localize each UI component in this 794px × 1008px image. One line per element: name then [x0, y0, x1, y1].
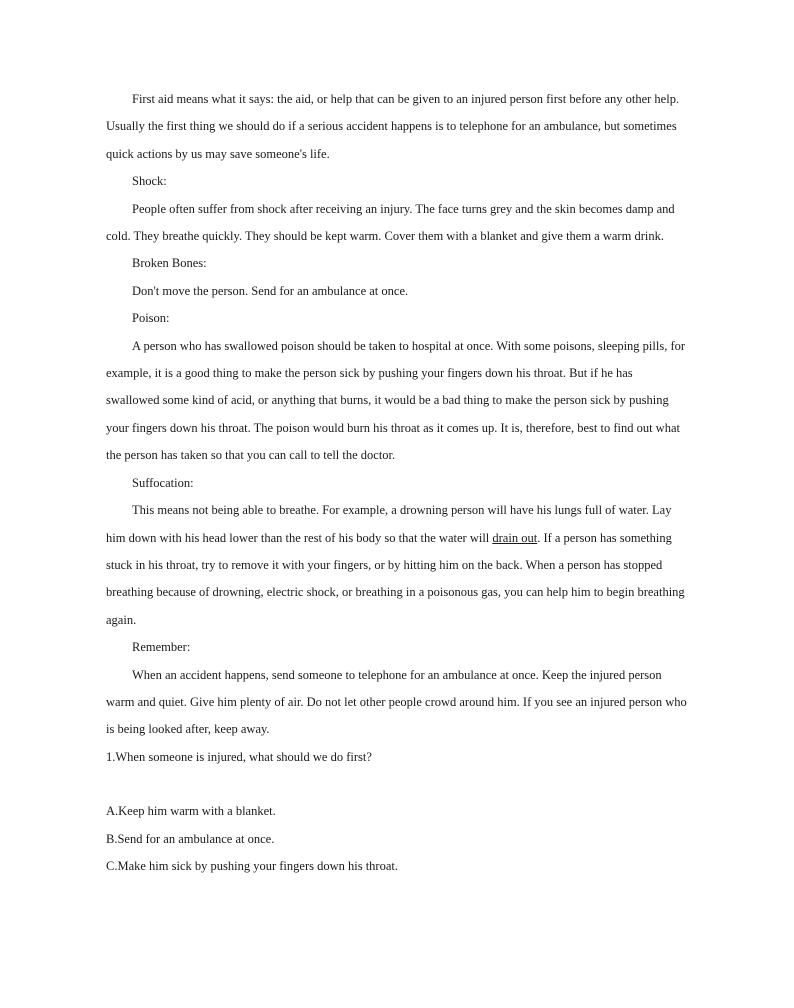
shock-paragraph: People often suffer from shock after receiving an injury. The face turns grey and the skin becomes damp and cold. They breathe quickly. They should be kept warm. Cover them with a blanket and give them a warm drink. [106, 201, 675, 244]
question-1-option-b: B.Send for an ambulance at once. [106, 831, 275, 846]
remember-heading: Remember: [132, 640, 191, 655]
suffocation-paragraph [106, 497, 688, 634]
poison-paragraph: A person who has swallowed poison should be taken to hospital at once. With some poisons, sleeping pills, for example, it is a good thing to make the person sick by pushing your fingers down his throat. But if he has swallowed some kind of acid, or anything that burns, it would be a bad thing to make the person sick by pushing your fingers down his throat. The poison would burn his throat as it comes up. It is, therefore, best to find out what the person has taken so that you can call to tell the doctor. [106, 338, 686, 463]
poison-heading: Poison: [132, 311, 170, 326]
suffocation-text-before: This means not being able to breathe. For example, a drowning person will have his lungs full of water. Lay him down with his head lower than the rest of his body so that the water will [106, 503, 672, 545]
remember-paragraph: When an accident happens, send someone to telephone for an ambulance at once. Keep the injured person warm and quiet. Give him plenty of air. Do not let other people crowd around him. If you see an injured person who is being looked after, keep away. [106, 667, 687, 737]
question-1-option-c: C.Make him sick by pushing your fingers down his throat. [106, 858, 398, 873]
broken-bones-paragraph: Don't move the person. Send for an ambulance at once. [132, 283, 409, 298]
document-body [106, 86, 688, 880]
shock-heading: Shock: [132, 174, 167, 189]
suffocation-heading: Suffocation: [132, 475, 194, 490]
suffocation-text-after: . If a person has something stuck in his throat, try to remove it with your fingers, or by hitting him on the back. When a person has stopped breathing because of drowning, electric shock, or breathing in a poisonous gas, you can help him to begin breathing again. [106, 530, 685, 627]
intro-paragraph: First aid means what it says: the aid, or help that can be given to an injured person first before any other help. Usually the first thing we should do if a serious accident happens is to telephone for an ambulance, but sometimes quick actions by us may save someone's life. [106, 92, 680, 161]
question-1-option-a: A.Keep him warm with a blanket. [106, 804, 276, 819]
question-1-stem: 1.When someone is injured, what should we do first? [106, 749, 372, 764]
underlined-phrase: drain out [492, 530, 538, 545]
broken-bones-heading: Broken Bones: [132, 256, 207, 271]
